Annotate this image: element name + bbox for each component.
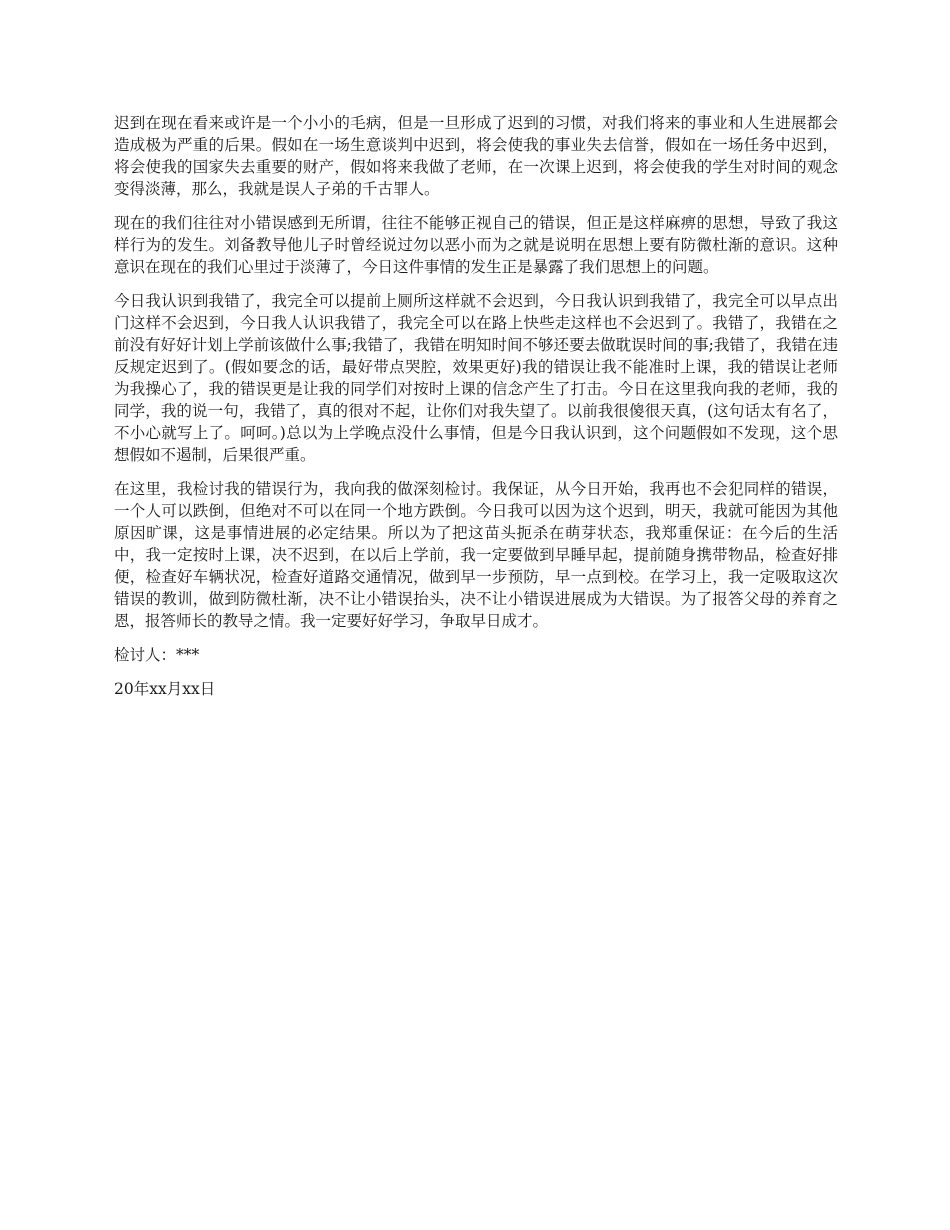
paragraph-1: 迟到在现在看来或许是一个小小的毛病，但是一旦形成了迟到的习惯，对我们将来的事业和人生进展都会造成极为严重的后果。假如在一场生意谈判中迟到，将会使我的事业失去信誉，假如在一场任务中迟到，将会使我的国家失去重要的财产，假如将来我做了老师，在一次课上迟到，将会使我的学生对时间的观念变得淡薄，那么，我就是误人子弟的千古罪人。 [114, 114, 838, 198]
paragraph-3: 今日我认识到我错了，我完全可以提前上厕所这样就不会迟到，今日我认识到我错了，我完全可以早点出门这样不会迟到，今日我人认识我错了，我完全可以在路上快些走这样也不会迟到了。我错了，我错在之前没有好好计划上学前该做什么事;我错了，我错在明知时间不够还要去做耽误时间的事;我错了，我错在违反规定迟到了。(假如要念的话，最好带点哭腔，效果更好)我的错误让我不能准时上课，我的错误让老师为我操心了，我的错误更是让我的同学们对按时上课的信念产生了打击。今日在这里我向我的老师，我的同学，我的说一句，我错了，真的很对不起，让你们对我失望了。以前我很傻很天真，(这句话太有名了，不小心就写上了。呵呵。)总以为上学晚点没什么事情，但是今日我认识到，这个问题假如不发现，这个思想假如不遏制，后果很严重。 [114, 292, 838, 464]
signature-line: 检讨人：*** [114, 646, 200, 664]
paragraph-2: 现在的我们往往对小错误感到无所谓，往往不能够正视自己的错误，但正是这样麻痹的思想，导致了我这样行为的发生。刘备教导他儿子时曾经说过勿以恶小而为之就是说明在思想上要有防微杜渐的意识。这种意识在现在的我们心里过于淡薄了，今日这件事情的发生正是暴露了我们思想上的问题。 [114, 214, 838, 276]
date-line: 20年xx月xx日 [114, 680, 216, 698]
document-body [114, 112, 838, 700]
paragraph-4: 在这里，我检讨我的错误行为，我向我的做深刻检讨。我保证，从今日开始，我再也不会犯同样的错误，一个人可以跌倒，但绝对不可以在同一个地方跌倒。今日我可以因为这个迟到，明天，我就可能因为其他原因旷课，这是事情进展的必定结果。所以为了把这苗头扼杀在萌芽状态，我郑重保证：在今后的生活中，我一定按时上课，决不迟到，在以后上学前，我一定要做到早睡早起，提前随身携带物品，检查好排便，检查好车辆状况，检查好道路交通情况，做到早一步预防，早一点到校。在学习上，我一定吸取这次错误的教训，做到防微杜渐，决不让小错误抬头，决不让小错误进展成为大错误。为了报答父母的养育之恩，报答师长的教导之情。我一定要好好学习，争取早日成才。 [114, 480, 838, 630]
